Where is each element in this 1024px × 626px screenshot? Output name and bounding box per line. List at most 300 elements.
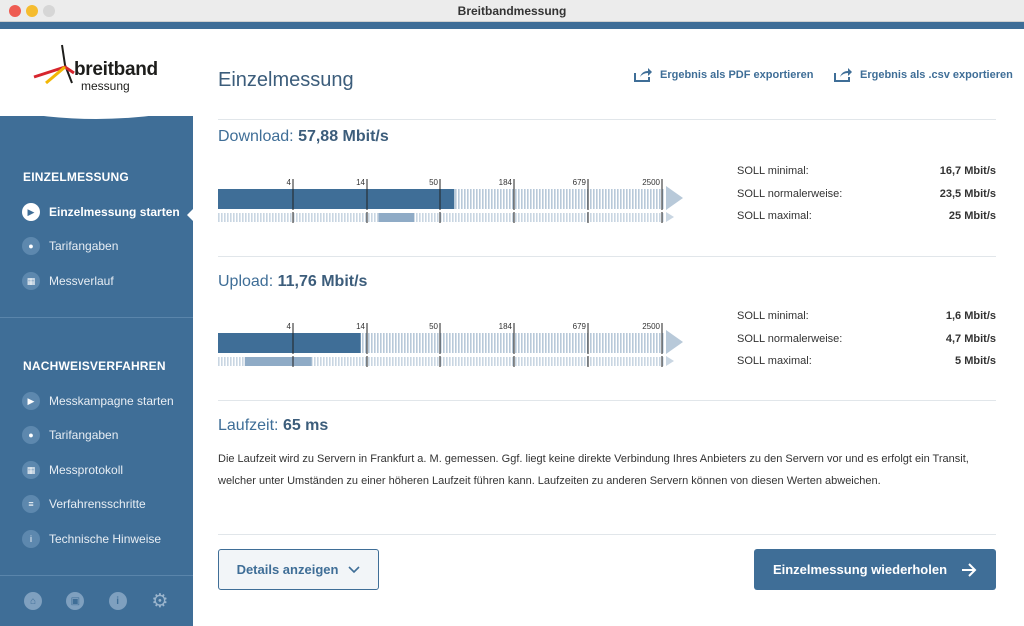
gauge-hatch [374, 333, 376, 353]
gauge-hatch [644, 357, 646, 366]
gauge-hatch [374, 357, 376, 366]
gauge-hatch [632, 357, 634, 366]
gauge-hatch [377, 213, 379, 222]
gauge-hatch [614, 213, 616, 222]
scale-label: 14 [356, 178, 365, 187]
gauge-hatch [434, 213, 436, 222]
soll-row-max [737, 354, 996, 377]
gauge-hatch [491, 213, 493, 222]
gauge-hatch [503, 357, 505, 366]
gauge-hatch [590, 189, 592, 209]
user-icon: ● [22, 426, 40, 444]
gauge-hatch [407, 333, 409, 353]
gauge-hatch [599, 189, 601, 209]
sidebar-item-label: Tarifangaben [49, 239, 119, 253]
latency-label: Laufzeit: [218, 417, 279, 434]
gauge-hatch [596, 357, 598, 366]
measured-bar [218, 333, 361, 353]
export-csv-link[interactable] [833, 67, 1013, 83]
gauge-hatch [500, 213, 502, 222]
gauge-hatch [419, 357, 421, 366]
gauge-hatch [500, 357, 502, 366]
play-icon: ▶ [22, 392, 40, 410]
gauge-hatch [398, 333, 400, 353]
gauge-hatch [281, 213, 283, 222]
gauge-hatch [554, 189, 556, 209]
gauge-hatch [560, 213, 562, 222]
gauge-hatch [536, 333, 538, 353]
download-title [218, 128, 389, 146]
scale-label: 50 [429, 178, 438, 187]
gauge-hatch [521, 213, 523, 222]
gauge-hatch [518, 333, 520, 353]
logo-curve-shape [0, 91, 193, 131]
main-content [193, 29, 1024, 626]
section-title-einzelmessung: EINZELMESSUNG [23, 170, 129, 184]
gauge-hatch [392, 333, 394, 353]
gauge-hatch [536, 189, 538, 209]
gauge-hatch [572, 357, 574, 366]
gauge-hatch [656, 357, 658, 366]
gauge-hatch [422, 357, 424, 366]
gauge-hatch [470, 333, 472, 353]
soll-value: 5 Mbit/s [955, 355, 996, 367]
gauge-hatch [641, 213, 643, 222]
gauge-hatch [539, 189, 541, 209]
gauge-hatch [524, 333, 526, 353]
soll-row-normal [737, 332, 996, 355]
gauge-hatch [581, 333, 583, 353]
gauge-hatch [446, 213, 448, 222]
gauge-hatch [557, 333, 559, 353]
gauge-hatch [374, 213, 376, 222]
gauge-hatch [575, 333, 577, 353]
gauge-hatch [221, 357, 223, 366]
gauge-hatch [524, 189, 526, 209]
gauge-hatch [398, 357, 400, 366]
gauge-hatch [542, 333, 544, 353]
gauge-hatch [359, 213, 361, 222]
gauge-hatch [641, 357, 643, 366]
gauge-hatch [602, 213, 604, 222]
gauge-hatch [647, 189, 649, 209]
gauge-arrow [666, 212, 674, 222]
divider [218, 256, 996, 257]
sidebar-item-einzelmessung-starten[interactable] [22, 202, 180, 222]
gauge-hatch [485, 357, 487, 366]
gauge-hatch [296, 213, 298, 222]
gauge-hatch [656, 333, 658, 353]
gauge-hatch [515, 189, 517, 209]
gauge-hatch [347, 357, 349, 366]
gauge-hatch [350, 357, 352, 366]
gauge-hatch [302, 213, 304, 222]
gauge-hatch [512, 357, 514, 366]
gauge-hatch [458, 333, 460, 353]
gauge-hatch [566, 213, 568, 222]
gauge-hatch [500, 333, 502, 353]
gauge-hatch [383, 333, 385, 353]
gauge-hatch [371, 357, 373, 366]
gauge-hatch [563, 189, 565, 209]
window-title: Breitbandmessung [457, 4, 567, 18]
gauge-hatch [428, 213, 430, 222]
sidebar-item-label: Tarifangaben [49, 428, 119, 442]
gauge-hatch [227, 357, 229, 366]
gauge-hatch [581, 357, 583, 366]
gauge-hatch [611, 333, 613, 353]
gauge-hatch [551, 189, 553, 209]
scale-label: 679 [572, 178, 586, 187]
gauge-hatch [494, 333, 496, 353]
gauge-hatch [266, 213, 268, 222]
gauge-hatch [476, 189, 478, 209]
home-icon[interactable]: ⌂ [24, 592, 42, 610]
gauge-hatch [416, 213, 418, 222]
gauge-hatch [539, 357, 541, 366]
gauge-hatch [464, 357, 466, 366]
gauge-hatch [272, 213, 274, 222]
gauge-hatch [629, 357, 631, 366]
gauge-hatch [401, 357, 403, 366]
gauge-hatch [659, 333, 661, 353]
gauge-hatch [653, 213, 655, 222]
gauge-hatch [338, 357, 340, 366]
scale-label: 184 [498, 322, 512, 331]
list-icon: ≡ [22, 495, 40, 513]
gauge-hatch [515, 333, 517, 353]
gauge-hatch [614, 357, 616, 366]
gauge-hatch [554, 357, 556, 366]
gauge-hatch [494, 213, 496, 222]
gauge-hatch [626, 213, 628, 222]
gauge-hatch [470, 189, 472, 209]
gauge-hatch [647, 357, 649, 366]
gauge-hatch [443, 357, 445, 366]
details-button[interactable] [218, 549, 379, 590]
gauge-hatch [344, 213, 346, 222]
scale-label: 4 [286, 178, 291, 187]
gauge-hatch [506, 213, 508, 222]
gauge-hatch [446, 333, 448, 353]
gauge-hatch [518, 213, 520, 222]
gauge-hatch [515, 213, 517, 222]
gauge-hatch [353, 213, 355, 222]
gauge-hatch [617, 357, 619, 366]
gauge-hatch [323, 213, 325, 222]
gear-icon[interactable]: ⚙ [151, 590, 169, 612]
gauge-hatch [548, 189, 550, 209]
gauge-hatch [557, 213, 559, 222]
gauge-hatch [467, 189, 469, 209]
gauge-hatch [488, 357, 490, 366]
sidebar-item-verfahrensschritte[interactable] [22, 494, 146, 514]
gauge-hatch [368, 357, 370, 366]
gauge-hatch [467, 213, 469, 222]
gauge-hatch [509, 213, 511, 222]
gauge-hatch [383, 357, 385, 366]
gauge-hatch [533, 213, 535, 222]
gauge-hatch [350, 213, 352, 222]
gauge-hatch [371, 213, 373, 222]
gauge-hatch [413, 333, 415, 353]
gauge-hatch [320, 213, 322, 222]
gauge-hatch [572, 189, 574, 209]
details-button-label: Details anzeigen [236, 562, 339, 577]
gauge-hatch [620, 213, 622, 222]
gauge-hatch [650, 333, 652, 353]
gauge-hatch [506, 333, 508, 353]
gauge-hatch [611, 357, 613, 366]
gauge-hatch [527, 333, 529, 353]
gauge-hatch [347, 213, 349, 222]
gauge-hatch [482, 357, 484, 366]
gauge-hatch [362, 357, 364, 366]
page-title: Einzelmessung [218, 69, 354, 91]
gauge-hatch [566, 189, 568, 209]
gauge-hatch [638, 213, 640, 222]
gauge-arrow [666, 356, 674, 366]
gauge-hatch [635, 189, 637, 209]
gauge-hatch [590, 213, 592, 222]
gauge-hatch [605, 357, 607, 366]
gauge-hatch [224, 357, 226, 366]
gauge-hatch [599, 357, 601, 366]
soll-value: 4,7 Mbit/s [945, 332, 996, 345]
gauge-hatch [512, 189, 514, 209]
gauge-hatch [410, 333, 412, 353]
gauge-hatch [593, 357, 595, 366]
sidebar-item-label: Messverlauf [49, 274, 114, 288]
repeat-measurement-button[interactable] [754, 549, 996, 590]
info-icon[interactable]: i [109, 592, 127, 610]
gauge-hatch [476, 333, 478, 353]
gauge-hatch [356, 357, 358, 366]
gauge-hatch [545, 333, 547, 353]
chat-icon[interactable]: ▣ [66, 592, 84, 610]
sidebar-item-technische-hinweise[interactable] [22, 529, 161, 549]
gauge-hatch [362, 333, 364, 353]
download-gauge [218, 177, 684, 225]
gauge-hatch [380, 333, 382, 353]
gauge-hatch [431, 213, 433, 222]
gauge-hatch [539, 213, 541, 222]
measured-bar [218, 189, 454, 209]
upload-label: Upload: [218, 273, 274, 290]
gauge-hatch [230, 357, 232, 366]
gauge-hatch [635, 333, 637, 353]
download-label: Download: [218, 128, 294, 145]
gauge-hatch [326, 213, 328, 222]
gauge-hatch [422, 333, 424, 353]
gauge-arrow [666, 330, 683, 354]
gauge-hatch [515, 357, 517, 366]
gauge-hatch [461, 333, 463, 353]
gauge-hatch [380, 357, 382, 366]
gauge-hatch [449, 213, 451, 222]
gauge-hatch [425, 333, 427, 353]
gauge-hatch [527, 357, 529, 366]
gauge-hatch [647, 213, 649, 222]
export-pdf-label: Ergebnis als PDF exportieren [660, 69, 814, 81]
gauge-hatch [455, 333, 457, 353]
gauge-hatch [644, 213, 646, 222]
gauge-hatch [575, 213, 577, 222]
gauge-hatch [452, 213, 454, 222]
gauge-hatch [245, 213, 247, 222]
gauge-hatch [329, 213, 331, 222]
gauge-hatch [617, 213, 619, 222]
gauge-hatch [485, 189, 487, 209]
gauge-hatch [650, 213, 652, 222]
gauge-hatch [389, 333, 391, 353]
scale-label: 184 [498, 178, 512, 187]
gauge-hatch [539, 333, 541, 353]
soll-label: SOLL minimal: [737, 165, 809, 177]
gauge-hatch [488, 213, 490, 222]
gauge-hatch [638, 189, 640, 209]
gauge-hatch [482, 189, 484, 209]
gauge-hatch [425, 357, 427, 366]
soll-label: SOLL minimal: [737, 310, 809, 322]
divider [218, 534, 996, 535]
gauge-hatch [656, 189, 658, 209]
gauge-hatch [449, 357, 451, 366]
gauge-hatch [569, 213, 571, 222]
download-soll-table [737, 164, 996, 232]
gauge-hatch [488, 333, 490, 353]
gauge-hatch [617, 189, 619, 209]
gauge-hatch [641, 189, 643, 209]
gauge-hatch [494, 357, 496, 366]
gauge-hatch [572, 213, 574, 222]
gauge-hatch [317, 357, 319, 366]
soll-row-min [737, 164, 996, 187]
gauge-hatch [527, 213, 529, 222]
gauge-hatch [338, 213, 340, 222]
gauge-hatch [548, 213, 550, 222]
soll-row-max [737, 209, 996, 232]
gauge-hatch [230, 213, 232, 222]
gauge-hatch [458, 213, 460, 222]
gauge-hatch [602, 357, 604, 366]
gauge-hatch [458, 357, 460, 366]
gauge-hatch [428, 333, 430, 353]
gauge-hatch [518, 357, 520, 366]
sidebar-item-messkampagne-starten[interactable] [22, 391, 174, 411]
gauge-hatch [437, 213, 439, 222]
soll-label: SOLL normalerweise: [737, 187, 843, 200]
gauge-hatch [656, 213, 658, 222]
gauge-hatch [551, 333, 553, 353]
gauge-hatch [632, 189, 634, 209]
gauge-hatch [566, 357, 568, 366]
gauge-hatch [629, 213, 631, 222]
gauge-hatch [659, 357, 661, 366]
gauge-hatch [575, 357, 577, 366]
scale-label: 50 [429, 322, 438, 331]
gauge-hatch [551, 357, 553, 366]
section-title-nachweisverfahren: NACHWEISVERFAHREN [23, 359, 166, 373]
gauge-hatch [248, 213, 250, 222]
soll-label: SOLL maximal: [737, 355, 812, 367]
gauge-hatch [497, 189, 499, 209]
gauge-hatch [509, 333, 511, 353]
export-pdf-link[interactable] [633, 67, 813, 83]
gauge-hatch [287, 213, 289, 222]
gauge-hatch [578, 213, 580, 222]
gauge-hatch [533, 189, 535, 209]
logo-text: breitband [74, 59, 158, 80]
gauge-hatch [533, 333, 535, 353]
gauge-hatch [461, 189, 463, 209]
gauge-hatch [371, 333, 373, 353]
gauge-hatch [608, 333, 610, 353]
gauge-hatch [311, 213, 313, 222]
gauge-hatch [632, 333, 634, 353]
gauge-hatch [569, 357, 571, 366]
gauge-hatch [290, 213, 292, 222]
gauge-hatch [593, 189, 595, 209]
gauge-hatch [563, 357, 565, 366]
gauge-hatch [275, 213, 277, 222]
gauge-hatch [410, 357, 412, 366]
sidebar-item-tarifangaben[interactable] [22, 236, 118, 256]
gauge-hatch [269, 213, 271, 222]
gauge-hatch [530, 333, 532, 353]
gauge-hatch [512, 213, 514, 222]
gauge-hatch [590, 333, 592, 353]
latency-title [218, 417, 328, 435]
logo-subtext: messung [81, 79, 130, 93]
gauge-hatch [641, 333, 643, 353]
gauge-hatch [635, 213, 637, 222]
gauge-hatch [602, 189, 604, 209]
gauge-hatch [461, 213, 463, 222]
play-icon: ▶ [22, 203, 40, 221]
sidebar-item-messverlauf[interactable] [22, 271, 114, 291]
gauge-hatch [344, 357, 346, 366]
gauge-hatch [593, 333, 595, 353]
gauge-hatch [626, 357, 628, 366]
gauge-hatch [470, 357, 472, 366]
gauge-hatch [482, 213, 484, 222]
gauge-hatch [608, 213, 610, 222]
gauge-hatch [479, 357, 481, 366]
export-csv-label: Ergebnis als .csv exportieren [860, 69, 1013, 81]
gauge-hatch [284, 213, 286, 222]
gauge-hatch [326, 357, 328, 366]
gauge-hatch [554, 333, 556, 353]
gauge-hatch [359, 357, 361, 366]
gauge-hatch [485, 213, 487, 222]
sidebar-item-tarifangaben-nachweis[interactable] [22, 425, 118, 445]
sidebar-item-messprotokoll[interactable] [22, 460, 123, 480]
gauge-hatch [620, 357, 622, 366]
arrow-right-icon [961, 563, 977, 577]
gauge-hatch [464, 213, 466, 222]
download-value: 57,88 Mbit/s [298, 128, 389, 145]
gauge-hatch [596, 213, 598, 222]
gauge-hatch [596, 189, 598, 209]
gauge-hatch [626, 333, 628, 353]
gauge-hatch [494, 189, 496, 209]
info-icon: i [22, 530, 40, 548]
gauge-hatch [653, 189, 655, 209]
soll-value: 16,7 Mbit/s [939, 165, 996, 177]
gauge-hatch [320, 357, 322, 366]
gauge-hatch [368, 213, 370, 222]
